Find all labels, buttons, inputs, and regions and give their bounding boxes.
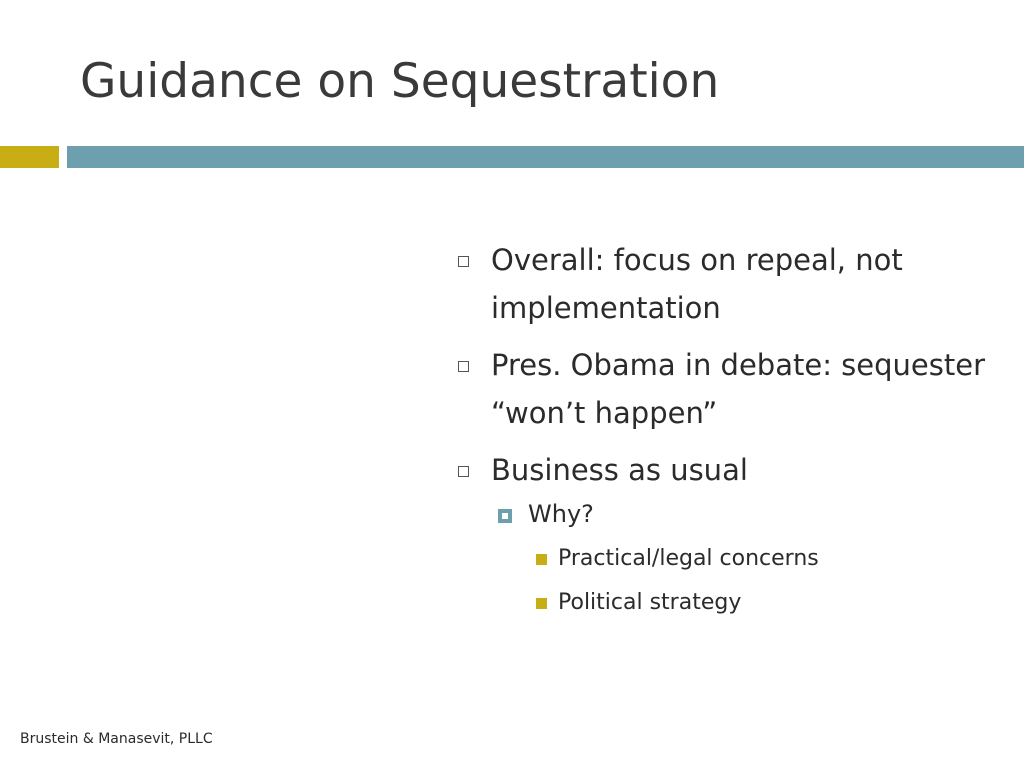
sub-sub-bullet-item [534,544,1014,574]
bullet-item [454,446,1014,494]
sub-sub-bullet-text: Practical/legal concerns [558,546,819,571]
footer-company: Brustein & Manasevit, PLLC [20,731,213,747]
filled-square-icon [536,598,547,609]
hollow-square-icon [458,466,469,477]
accent-bar-blue [67,146,1024,168]
sub-sub-bullet-item [534,588,1014,618]
bullet-item [454,341,1014,437]
hollow-square-icon [458,361,469,372]
bullet-item [454,236,1014,332]
slide-title: Guidance on Sequestration [80,54,720,109]
sub-sub-bullet-text: Political strategy [558,590,742,615]
bullet-text: Pres. Obama in debate: sequester “won’t happen” [491,348,986,430]
bullet-list [454,236,1014,618]
bullet-text: Overall: focus on repeal, not implementation [491,243,903,325]
accent-bar-gold [0,146,59,168]
bullet-text: Business as usual [491,453,748,487]
filled-square-icon [536,554,547,565]
sub-bullet-item [496,498,1014,530]
sub-bullet-text: Why? [528,500,594,528]
hollow-square-icon [458,256,469,267]
framed-square-icon [498,509,512,523]
